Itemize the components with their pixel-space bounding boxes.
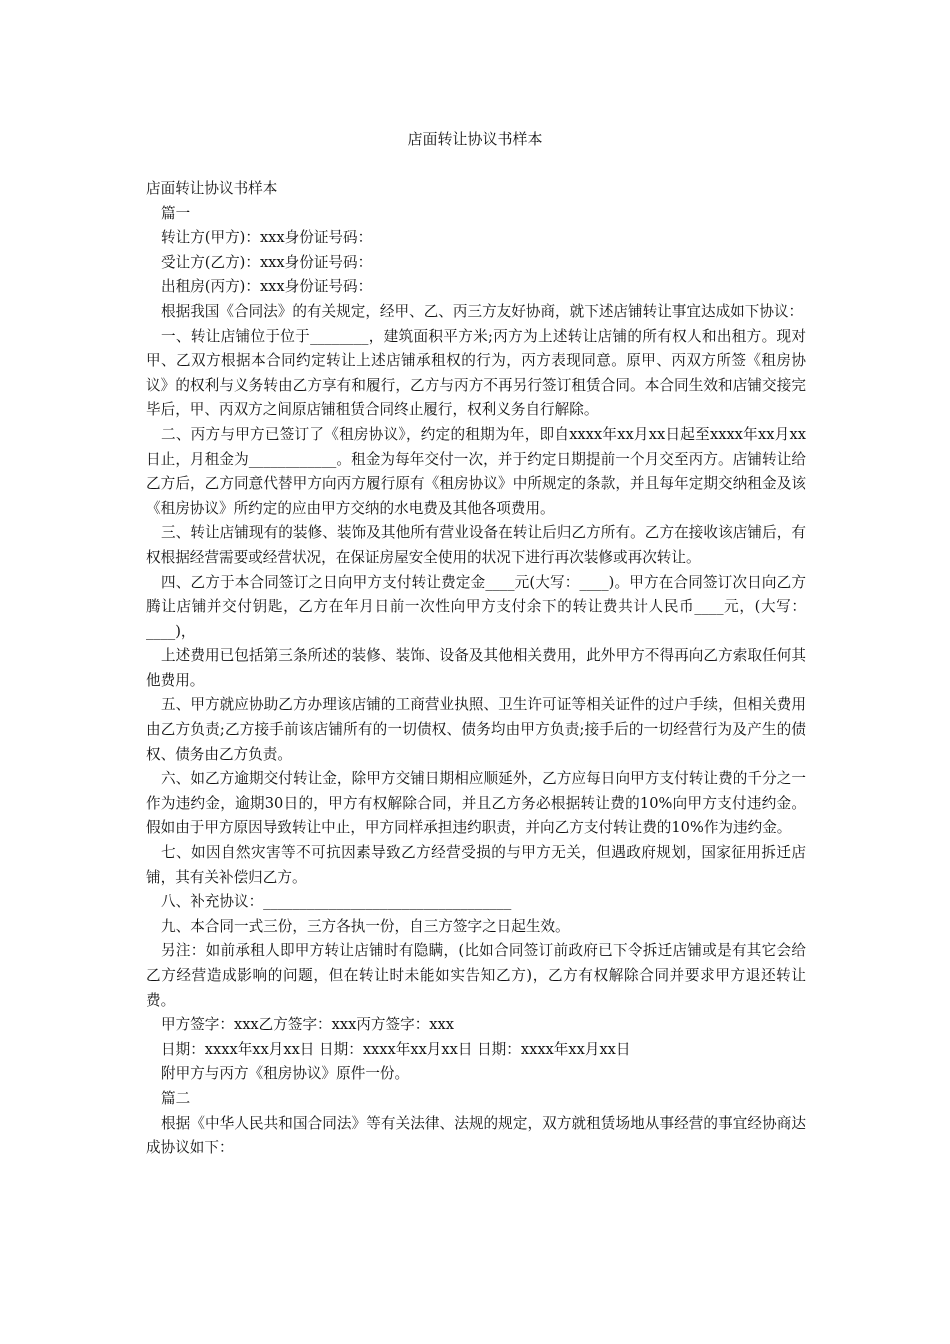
paragraph: 根据《中华人民共和国合同法》等有关法律、法规的规定，双方就租赁场地从事经营的事宜经协商达成协议如下：	[146, 1114, 806, 1157]
paragraph: 转让方(甲方)：xxx身份证号码：	[161, 229, 373, 247]
paragraph: 四、乙方于本合同签订之日向甲方支付转让费定金____元(大写：____)。甲方在合同签订次日向乙方腾让店铺并交付钥匙，乙方在年月日前一次性向甲方支付余下的转让费共计人民币____元，(大写：____)，	[146, 573, 806, 640]
paragraph: 八、补充协议：__________________________________	[161, 893, 512, 911]
document-title: 店面转让协议书样本	[407, 130, 543, 148]
paragraph: 附甲方与丙方《租房协议》原件一份。	[161, 1065, 410, 1083]
paragraph: 甲方签字：xxx乙方签字：xxx丙方签字：xxx	[161, 1016, 454, 1034]
paragraph: 三、转让店铺现有的装修、装饰及其他所有营业设备在转让后归乙方所有。乙方在接收该店铺后，有权根据经营需要或经营状况，在保证房屋安全使用的状况下进行再次装修或再次转让。	[146, 524, 806, 566]
paragraph: 店面转让协议书样本	[146, 180, 278, 197]
paragraph: 二、丙方与甲方已签订了《租房协议》，约定的租期为年，即自xxxx年xx月xx日起至xxxx年xx月xx日止，月租金为____________。租金为每年交付一次，并于约定日期提前一个月交至丙方。店铺转让给乙方后，乙方同意代替甲方向丙方履行原有《租房协议》中所规定的条款，并且每年定期交纳租金及该《租房协议》所约定的应由甲方交纳的水电费及其他各项费用。	[146, 425, 806, 517]
paragraph: 篇一	[161, 204, 191, 222]
paragraph: 七、如因自然灾害等不可抗因素导致乙方经营受损的与甲方无关，但遇政府规划，国家征用拆迁店铺，其有关补偿归乙方。	[146, 844, 806, 886]
paragraph: 九、本合同一式三份，三方各执一份，自三方签字之日起生效。	[161, 917, 570, 935]
paragraph: 另注：如前承租人即甲方转让店铺时有隐瞒，(比如合同签订前政府已下令拆迁店铺或是有其它会给乙方经营造成影响的问题，但在转让时未能如实告知乙方)，乙方有权解除合同并要求甲方退还转让费。	[146, 942, 806, 1009]
paragraph: 受让方(乙方)：xxx身份证号码：	[161, 253, 373, 271]
paragraph: 六、如乙方逾期交付转让金，除甲方交铺日期相应顺延外，乙方应每日向甲方支付转让费的千分之一作为违约金，逾期30日的，甲方有权解除合同，并且乙方务必根据转让费的10%向甲方支付违约金。假如由于甲方原因导致转让中止，甲方同样承担违约职责，并向乙方支付转让费的10%作为违约金。	[146, 770, 806, 837]
paragraph: 出租房(丙方)：xxx身份证号码：	[161, 278, 373, 296]
paragraph: 日期：xxxx年xx月xx日 日期：xxxx年xx月xx日 日期：xxxx年xx月xx日	[161, 1040, 631, 1058]
paragraph: 上述费用已包括第三条所述的装修、装饰、设备及其他相关费用，此外甲方不得再向乙方索取任何其他费用。	[146, 647, 806, 689]
paragraph: 篇二	[161, 1089, 191, 1107]
paragraph: 根据我国《合同法》的有关规定，经甲、乙、丙三方友好协商，就下述店铺转让事宜达成如下协议：	[161, 302, 804, 320]
paragraph: 五、甲方就应协助乙方办理该店铺的工商营业执照、卫生许可证等相关证件的过户手续，但相关费用由乙方负责;乙方接手前该店铺所有的一切债权、债务均由甲方负责;接手后的一切经营行为及产生的债权、债务由乙方负责。	[146, 696, 806, 763]
document-body	[146, 177, 806, 1161]
paragraph: 一、转让店铺位于位于________，建筑面积平方米;丙方为上述转让店铺的所有权人和出租方。现对甲、乙双方根据本合同约定转让上述店铺承租权的行为，丙方表现同意。原甲、丙双方所签《租房协议》的权利与义务转由乙方享有和履行，乙方与丙方不再另行签订租赁合同。本合同生效和店铺交接完毕后，甲、丙双方之间原店铺租赁合同终止履行，权利义务自行解除。	[146, 327, 806, 419]
